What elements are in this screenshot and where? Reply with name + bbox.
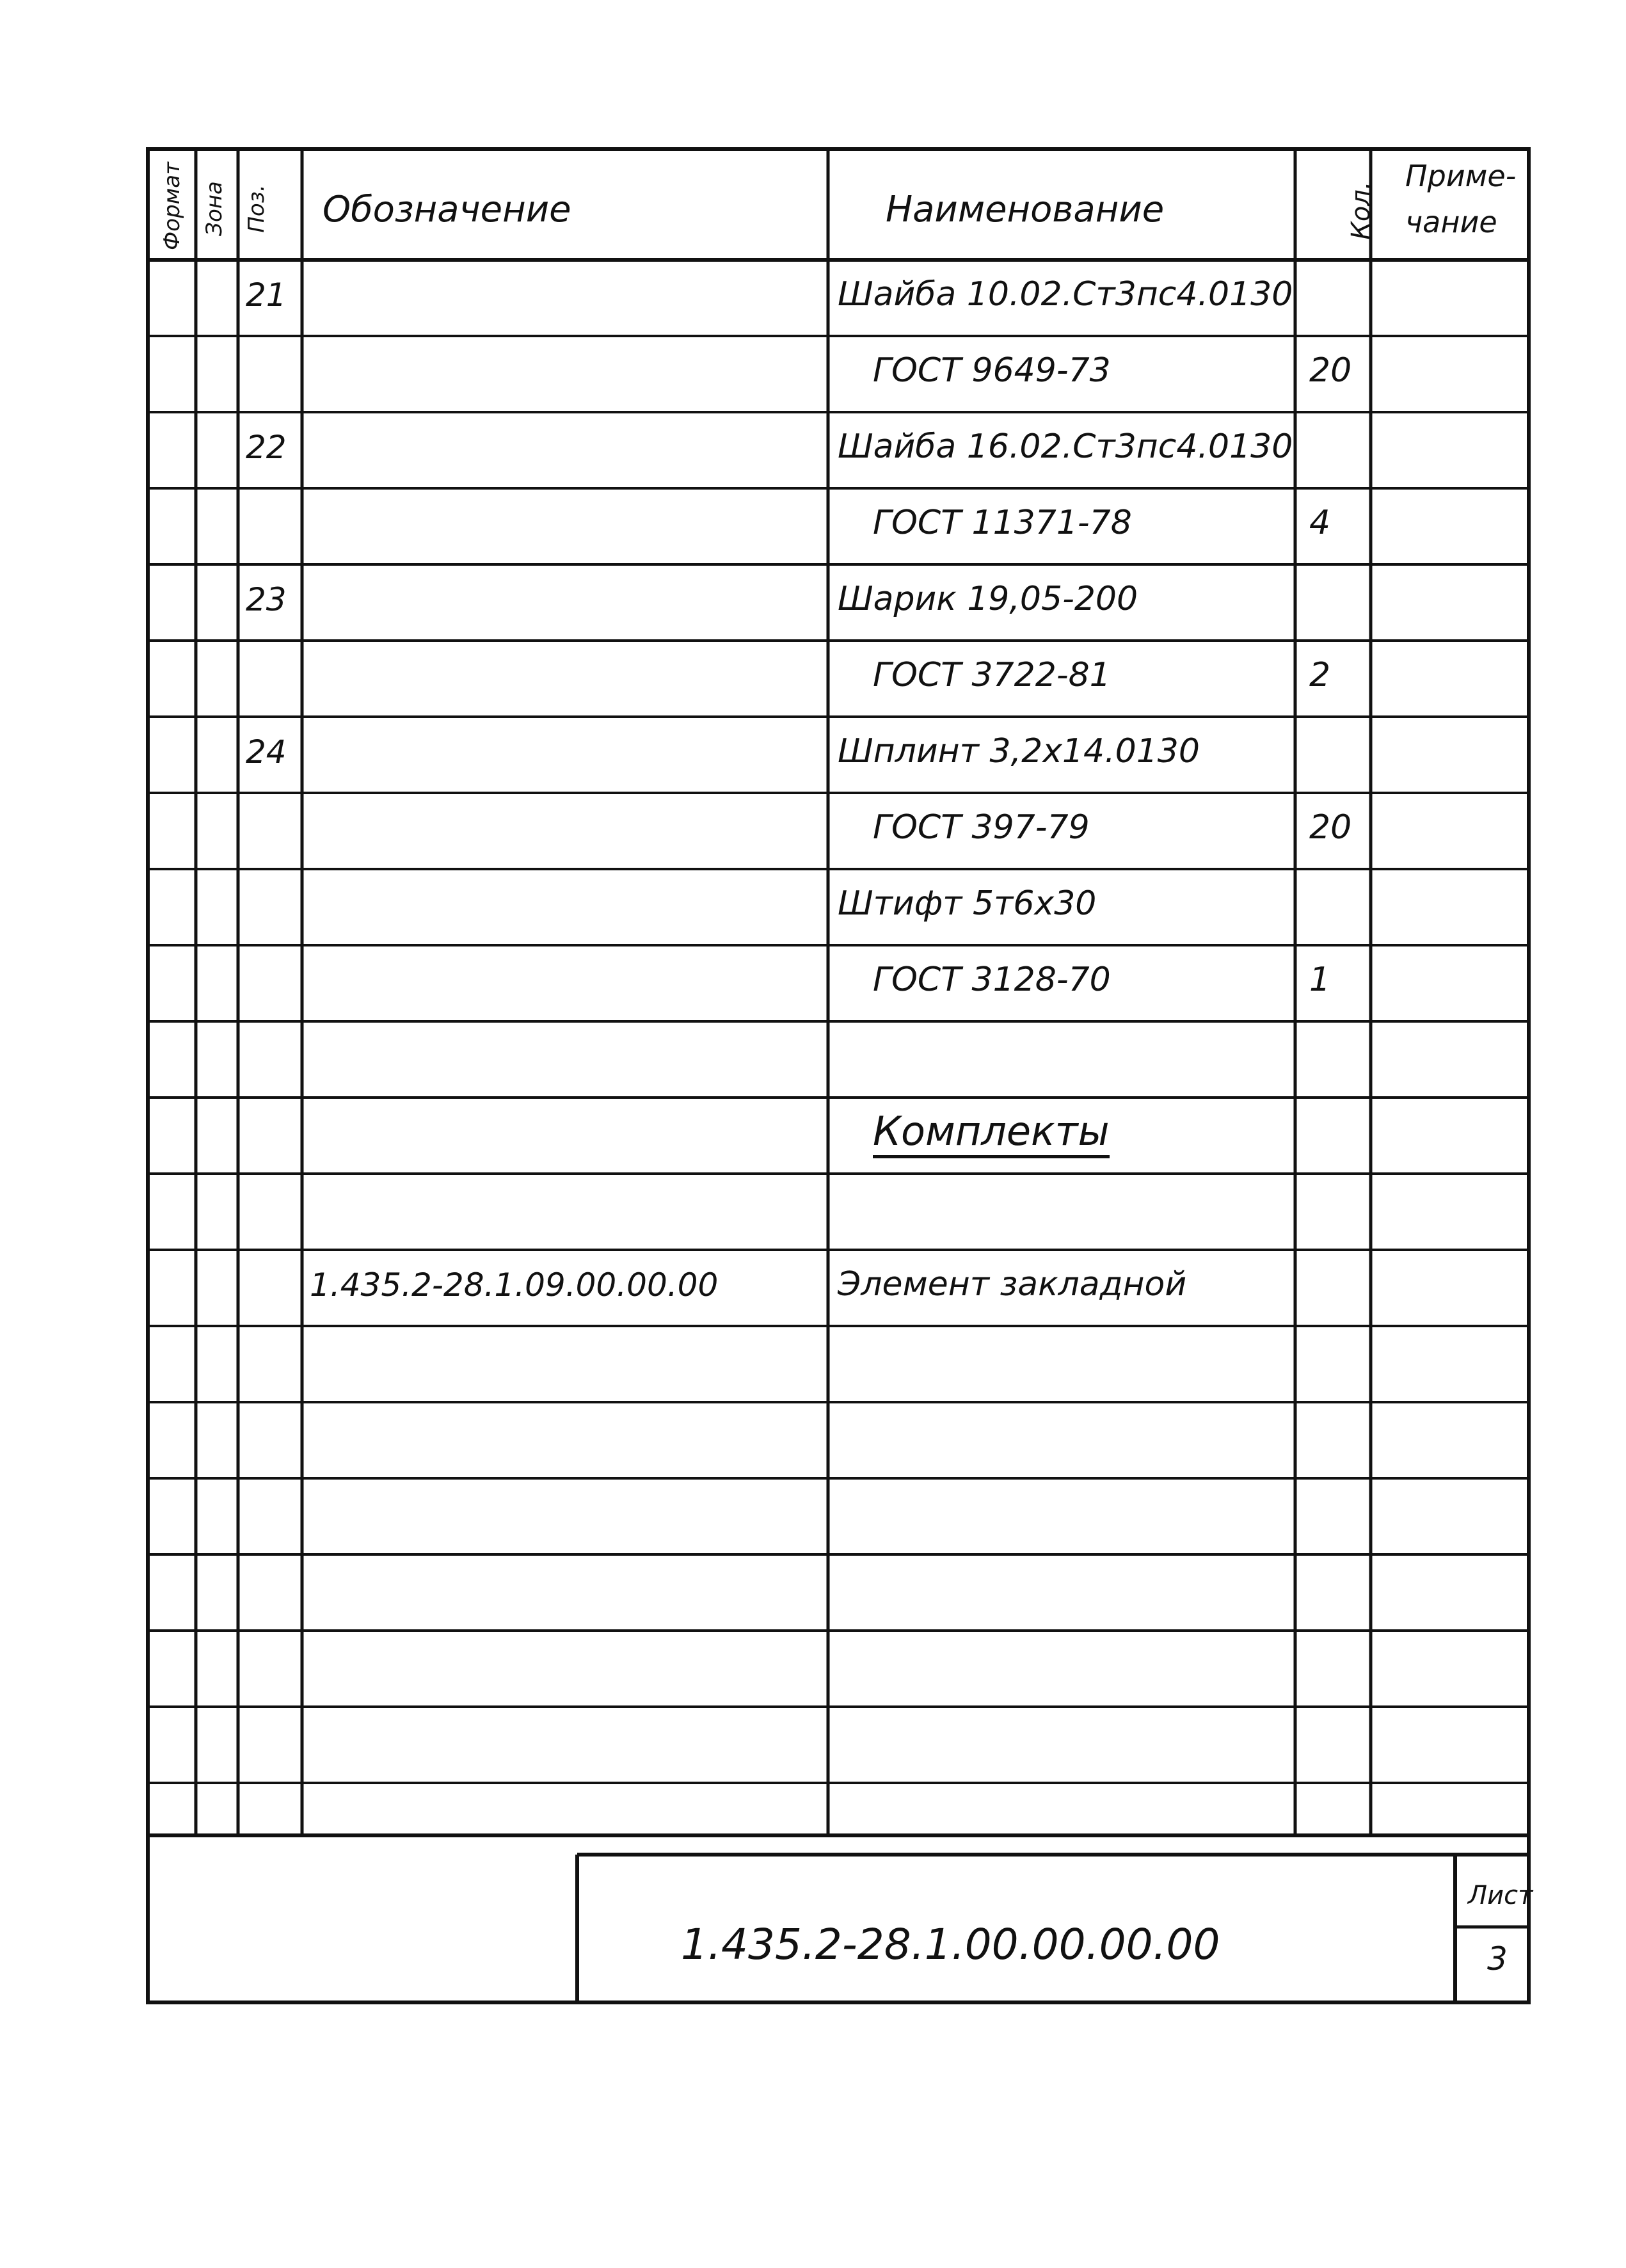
table-row [150, 336, 1527, 412]
header-designation: Обозначение [323, 189, 571, 230]
row-qty: 20 [1309, 351, 1352, 390]
header-qty: Кол. [1346, 181, 1376, 240]
row-name: Шплинт 3,2х14.0130 [838, 732, 1200, 771]
document-code: 1.435.2-28.1.00.00.00.00 [681, 1920, 1220, 1969]
header-note-1: Приме- [1405, 159, 1517, 193]
table-row [150, 1174, 1527, 1250]
row-qty: 4 [1309, 504, 1331, 543]
row-name: ГОСТ 11371-78 [873, 504, 1132, 543]
table-row [150, 260, 1527, 336]
table-row [150, 641, 1527, 717]
row-name: Шайба 16.02.Ст3пс4.0130 [838, 427, 1293, 467]
header-pos: Поз. [244, 184, 269, 233]
table-row [150, 1250, 1527, 1326]
table-row [150, 564, 1527, 641]
row-name: ГОСТ 3128-70 [873, 961, 1111, 1000]
row-designation: 1.435.2-28.1.09.00.00.00 [310, 1266, 719, 1304]
table-row [150, 1098, 1527, 1174]
row-name: Шарик 19,05-200 [838, 580, 1138, 619]
table-row [150, 793, 1527, 869]
drawing-sheet [146, 147, 1531, 2004]
row-qty: 20 [1309, 808, 1352, 847]
row-name: ГОСТ 3722-81 [873, 656, 1111, 695]
table-row [150, 945, 1527, 1021]
table-row [150, 488, 1527, 564]
row-pos: 21 [246, 276, 287, 314]
table-row [150, 869, 1527, 945]
row-pos: 22 [246, 428, 287, 466]
sheet-label: Лист [1468, 1881, 1533, 1910]
row-name: Штифт 5т6х30 [838, 884, 1097, 923]
sheet-number: 3 [1487, 1940, 1508, 1977]
row-name: Шайба 10.02.Ст3пс4.0130 [838, 275, 1293, 314]
row-qty: 2 [1309, 656, 1331, 695]
row-name: Элемент закладной [838, 1265, 1187, 1304]
section-title: Комплекты [873, 1112, 1110, 1158]
table-row [150, 717, 1527, 793]
row-pos: 23 [246, 580, 287, 618]
header-note-2: чание [1405, 205, 1497, 239]
header-zone: Зона [202, 181, 227, 236]
row-qty: 1 [1309, 961, 1331, 1000]
header-name: Наименование [886, 189, 1165, 230]
header-format: Формат [159, 162, 185, 250]
row-pos: 24 [246, 733, 287, 771]
row-name: ГОСТ 9649-73 [873, 351, 1111, 390]
row-name: ГОСТ 397-79 [873, 808, 1090, 847]
table-row [150, 412, 1527, 488]
table-row [150, 1021, 1527, 1098]
